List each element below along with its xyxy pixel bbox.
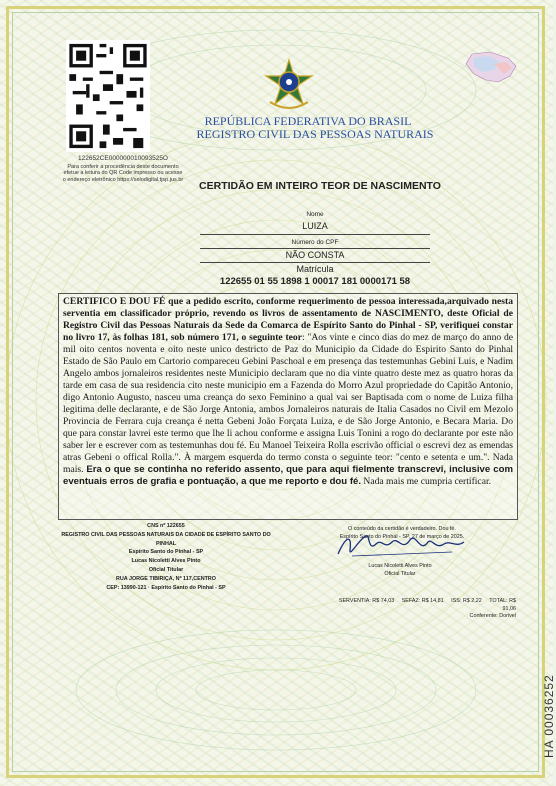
body-intro: CERTIFICO E DOU FÉ que a pedido escrito, conforme requerimento de pessoa interessada,arquivado nesta serventia em classificador próprio, revendo os livros de assentamento de NASCIMENTO, deste Oficial de Registro Civil das Pessoas Naturais da Sede da Comarca de Espírito Santo do Pinhal - SP, verifiquei constar no livro 17, às folhas 181, sob número 171, o seguinte teor: [63, 296, 513, 343]
signature-icon: [332, 530, 472, 560]
cpf-label: Número do CPF: [291, 239, 339, 246]
registry-info: [56, 522, 276, 592]
registry-address: RUA JORGE TIBIRIÇA, Nº 117,CENTRO: [115, 575, 216, 582]
conferente: Conferente: Dorivel: [469, 613, 516, 619]
true-statement: O conteúdo da certidão é verdadeiro. Dou fé.: [348, 526, 456, 532]
registry-officer: Lucas Nicoletti Alves Pinto: [131, 558, 201, 565]
signing-officer-name: Lucas Nicoletti Alves Pinto: [368, 563, 432, 569]
cns-number: CNS nº 122655: [147, 523, 185, 529]
fee-serventia: SERVENTIA: R$ 74,03: [338, 598, 395, 604]
fee-iss: ISS: R$ 2,22: [451, 598, 482, 604]
nome-value: LUIZA: [302, 221, 328, 231]
serial-number: [530, 640, 556, 760]
fee-total: TOTAL: R$ 91,06: [489, 598, 516, 612]
cpf-value: NÃO CONSTA: [285, 250, 345, 260]
body-transcription: : "Aos vinte e cinco dias do mez de março do anno de mil oito centos noventa e oito neste unico destricto de Paz do Municipio da Cidade do Espirito Santo do Pinhal Estado de São Paulo em Cartorio compareceu Gebini Paschoal e em presença das testemunhas Gebini Luis, e Nadim Angelo ambos jornaleiros residentes neste Municipio declaram que no dia vinte quatro deste mez as quatro horas da tarde em casa de sua residencia cito neste municipio em a Fazenda do Morro Azul propriedade do Capitão Antonio, digo Antonio Augusto, nasceu uma creança do sexo Feminino a qual vai ser Baptisada com o nome de Luiza filha legitima delle declarante, e de São Jorge Antonia, ambos Jornaleiros naturais de Italia Casados no Civil em Mezolo Provincia de Ferrara cuja creança é netta Gebeni João Forçata Luiza, e de São Jorge Antonio, e Becara Maria. Do que para constar lavrei este termo que lhe li achou conforme e assigna Luis Tonini a rogo do declarante por este não saber ler e escrever com as testemunhas dou fé. Eu Manoel Teixeira Rolla escrivão official o escrevi dez as emendas atras Gebeni o offical Rolla.". À margem esquerda do termo consta o seguinte teor: "cento e setenta e um.". Nada mais.: [63, 332, 514, 475]
body-closing-statement: Era o que se continha no referido assento, que para aqui fielmente transcrevi, inclusive com eventuais erros de grafia e pontuação, a que me reporto e dou fé.: [63, 464, 513, 487]
fees: [320, 598, 516, 621]
brazil-coat-of-arms-icon: [262, 58, 316, 112]
signing-officer-title: Oficial Titular: [384, 571, 416, 577]
matricula-label: Matrícula: [296, 264, 334, 274]
qr-code-icon: [66, 40, 150, 152]
certificate-body: [58, 293, 518, 520]
cpf-line-top: [200, 248, 430, 249]
qr-code-number: 122652CE000000010093525O: [77, 155, 168, 162]
registry-officer-title: Oficial Titular: [148, 566, 184, 573]
nome-line: [200, 234, 430, 235]
header-registry: REGISTRO CIVIL DAS PESSOAS NATURAIS: [196, 127, 434, 141]
fee-sefaz: SEFAZ: R$ 14,81: [401, 598, 444, 604]
cpf-line-bottom: [200, 262, 430, 263]
serial-number-text: HA 00036252: [542, 674, 556, 758]
nome-label: Nome: [306, 211, 324, 218]
matricula-value: 122655 01 55 1898 1 00017 181 0000171 58: [219, 276, 411, 287]
brazil-map-flag-icon: [460, 50, 520, 84]
registry-name: REGISTRO CIVIL DAS PESSOAS NATURAIS DA CIDADE DE ESPÍRITO SANTO DO PINHAL: [61, 531, 271, 547]
place-date: Espírito Santo do Pinhal - SP, 27 de março de 2025.: [339, 534, 465, 540]
qr-instructions: Para conferir a procedência deste documento efetue a leitura do QR Code impresso ou acesse o endereço eletrônico https://selodigital.tjsp.jus.br: [62, 163, 184, 183]
qr-caption: [62, 156, 184, 183]
body-end: Nada mais me cumpria certificar.: [363, 476, 492, 487]
header-republic: REPÚBLICA FEDERATIVA DO BRASIL: [204, 114, 412, 128]
document-title: CERTIDÃO EM INTEIRO TEOR DE NASCIMENTO: [199, 180, 441, 192]
registry-city: Espírito Santo do Pinhal - SP: [128, 549, 204, 556]
registry-cep: CEP: 13990-121 · Espírito Santo do Pinhal - SP: [106, 584, 226, 591]
signing-officer: [340, 562, 460, 578]
